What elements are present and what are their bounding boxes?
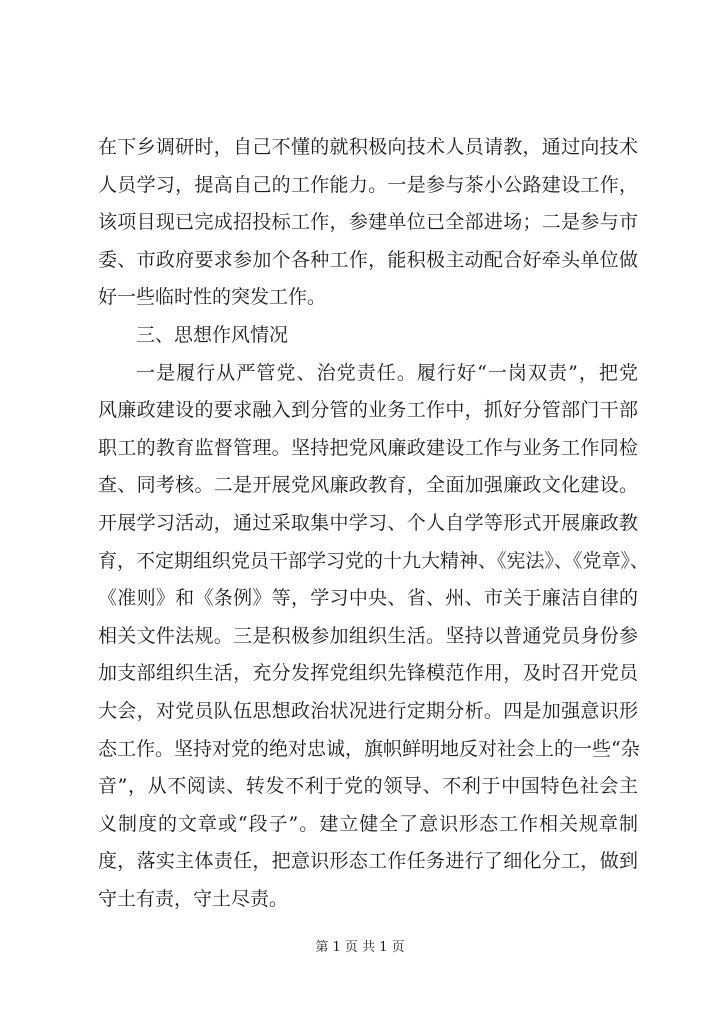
text-line: 一是履行从严管党、治党责任。履行好“一岗双责”，把党 xyxy=(136,361,638,384)
text-line: 相关文件法规。三是积极参加组织生活。坚持以普通党员身份参 xyxy=(98,624,638,647)
text-line: 音”，从不阅读、转发不利于党的领导、不利于中国特色社会主 xyxy=(98,775,638,798)
text-line: 守土有责，守土尽责。 xyxy=(98,887,289,910)
text-line: 好一些临时性的突发工作。 xyxy=(98,286,327,309)
section-heading: 三、思想作风情况 xyxy=(136,323,289,346)
text-line: 加支部组织生活，充分发挥党组织先锋模范作用，及时召开党员 xyxy=(98,662,638,685)
text-line: 委、市政府要求参加个各种工作，能积极主动配合好牵头单位做 xyxy=(98,248,638,271)
text-line: 开展学习活动，通过采取集中学习、个人自学等形式开展廉政教 xyxy=(98,511,638,534)
text-line: 该项目现已完成招投标工作，参建单位已全部进场；二是参与市 xyxy=(98,211,638,234)
page-footer: 第 1 页 共 1 页 xyxy=(315,940,405,955)
text-line: 态工作。坚持对党的绝对忠诚，旗帜鲜明地反对社会上的一些“杂 xyxy=(98,737,640,760)
text-line: 《准则》和《条例》等，学习中央、省、州、市关于廉洁自律的 xyxy=(98,587,638,610)
text-line: 职工的教育监督管理。坚持把党风廉政建设工作与业务工作同检 xyxy=(98,436,638,459)
document-body xyxy=(98,129,650,918)
text-line: 大会，对党员队伍思想政治状况进行定期分析。四是加强意识形 xyxy=(98,699,638,722)
text-line: 人员学习，提高自己的工作能力。一是参与茶小公路建设工作， xyxy=(98,173,638,196)
text-line: 查、同考核。二是开展党风廉政教育，全面加强廉政文化建设。 xyxy=(98,474,638,497)
text-line: 义制度的文章或“段子”。建立健全了意识形态工作相关规章制 xyxy=(98,812,638,835)
text-line: 度，落实主体责任，把意识形态工作任务进行了细化分工，做到 xyxy=(98,850,638,873)
text-line: 风廉政建设的要求融入到分管的业务工作中，抓好分管部门干部 xyxy=(98,399,638,422)
text-line: 在下乡调研时，自己不懂的就积极向技术人员请教，通过向技术 xyxy=(98,136,638,158)
text-line: 育，不定期组织党员干部学习党的十九大精神、《宪法》、《党章》、 xyxy=(98,549,650,572)
